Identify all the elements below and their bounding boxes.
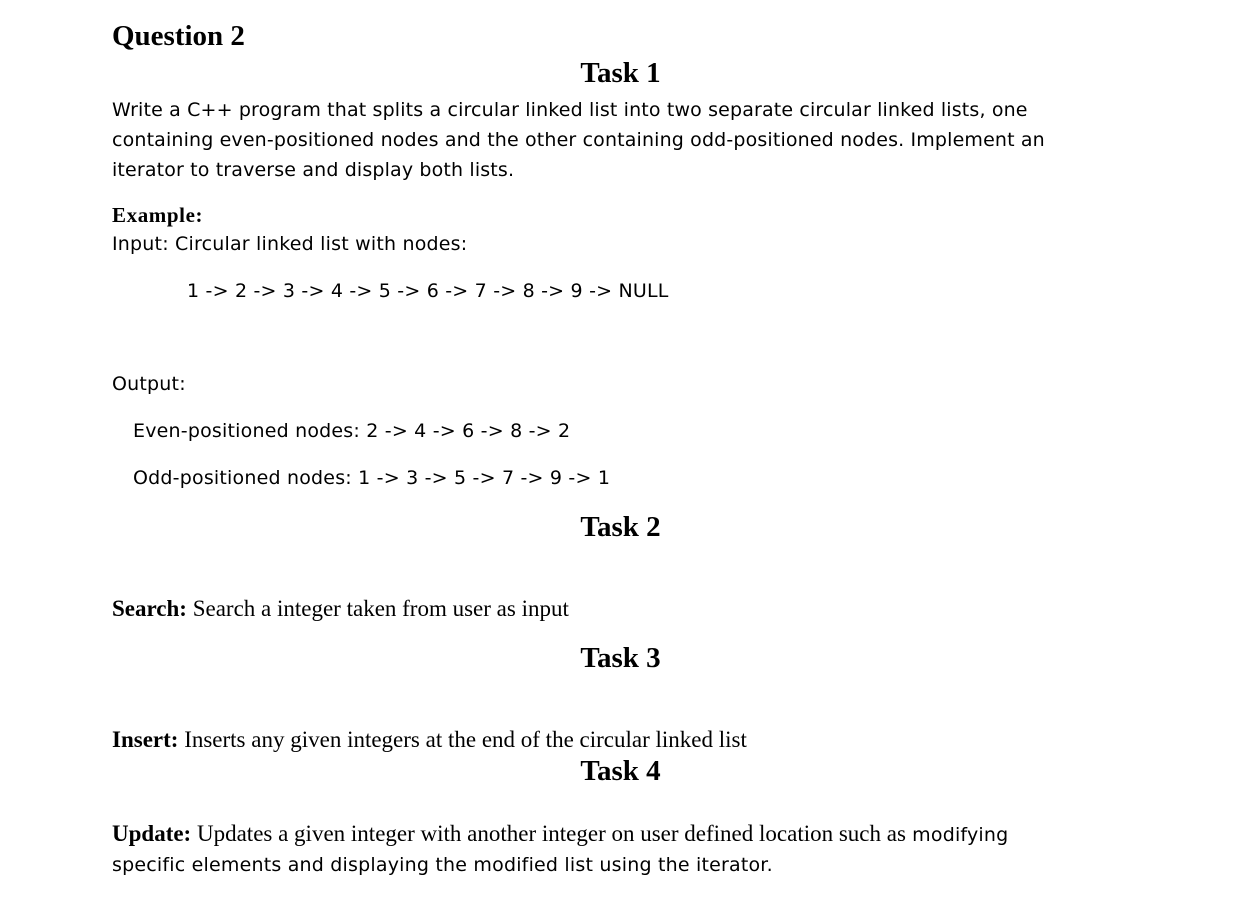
search-description <box>112 596 569 622</box>
search-text: Search a integer taken from user as input <box>186 596 569 621</box>
input-nodes: 1 -> 2 -> 3 -> 4 -> 5 -> 6 -> 7 -> 8 -> 9 -> NULL <box>187 280 669 302</box>
task1-heading: Task 1 <box>580 57 661 89</box>
update-description <box>112 821 1008 847</box>
output-label: Output: <box>112 373 186 395</box>
example-label: Example: <box>112 203 204 227</box>
insert-text: Inserts any given integers at the end of the circular linked list <box>178 727 747 752</box>
task4-heading: Task 4 <box>580 755 661 787</box>
update-label: Update: <box>112 821 192 846</box>
input-line: Input: Circular linked list with nodes: <box>112 233 468 255</box>
insert-description <box>112 727 747 753</box>
task2-heading: Task 2 <box>580 511 661 543</box>
task1-description: Write a C++ program that splits a circular linked list into two separate circular linked lists, one containing even-positioned nodes and the other containing odd-positioned nodes. Implement an iterator to traverse and display both lists. <box>112 99 1045 181</box>
update-description-continued: specific elements and displaying the modified list using the iterator. <box>112 854 773 876</box>
odd-positioned-nodes: Odd-positioned nodes: 1 -> 3 -> 5 -> 7 -> 9 -> 1 <box>133 467 611 489</box>
question-title: Question 2 <box>112 20 245 52</box>
update-text-sans: modifying <box>905 824 1009 846</box>
search-label: Search: <box>112 596 187 621</box>
insert-label: Insert: <box>112 727 179 752</box>
task3-heading: Task 3 <box>580 642 661 674</box>
even-positioned-nodes: Even-positioned nodes: 2 -> 4 -> 6 -> 8 -> 2 <box>133 420 571 442</box>
update-text: Updates a given integer with another integer on user defined location such as <box>191 821 906 846</box>
